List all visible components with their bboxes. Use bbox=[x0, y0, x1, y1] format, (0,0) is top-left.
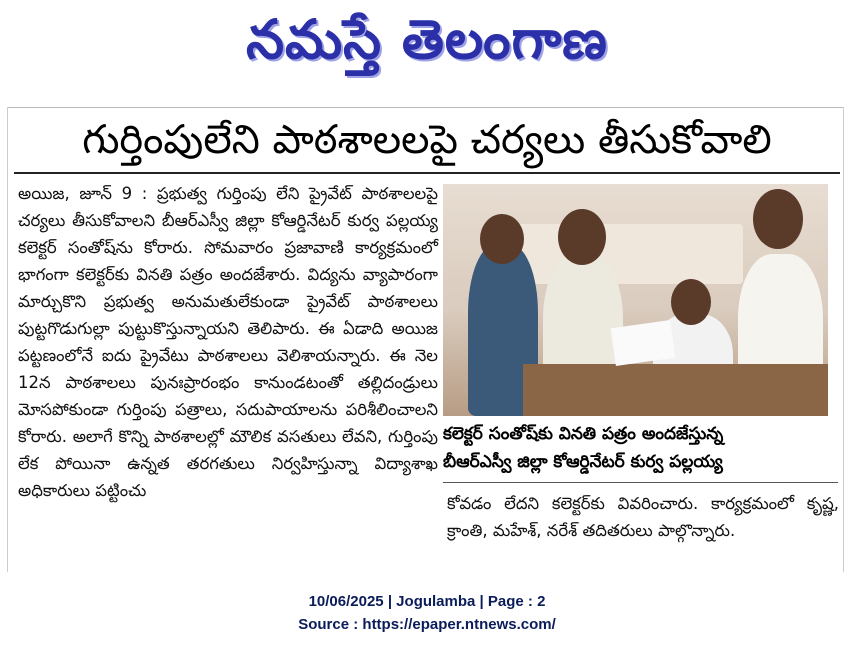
photo-head-collector bbox=[671, 279, 711, 325]
article-body bbox=[18, 180, 438, 550]
article-headline: గుర్తింపులేని పాఠశాలలపై చర్యలు తీసుకోవాలి bbox=[82, 117, 772, 163]
article-photo bbox=[443, 184, 828, 416]
photo-head-petitioner bbox=[558, 209, 606, 265]
clipping-left-border bbox=[7, 107, 8, 572]
article-body-continued-text: కోవడం లేదని కలెక్టర్‌కు వివరించారు. కార్యక్రమంలో కృష్ణ, క్రాంతి, మహేశ్, నరేశ్ తదితరులు పాల్గొన్నారు. bbox=[447, 494, 839, 540]
headline-divider bbox=[14, 172, 840, 174]
photo-caption bbox=[443, 420, 828, 476]
edition-info: 10/06/2025 | Jogulamba | Page : 2 bbox=[308, 593, 546, 610]
article-body-continued bbox=[447, 490, 839, 550]
photo-table bbox=[523, 364, 828, 416]
photo-head-left bbox=[480, 214, 524, 264]
photo-head-right bbox=[753, 189, 803, 249]
clipping-right-border bbox=[843, 107, 844, 572]
article-body-text: అయిజ, జూన్ 9 : ప్రభుత్వ గుర్తింపు లేని ప్రైవేట్ పాఠశాలలపై చర్యలు తీసుకోవాలని బీఆర్ఎస్వీ జిల్లా కోఆర్డినేటర్ కుర్వ పల్లయ్య కలెక్టర్ సంతోష్‌ను కోరారు. సోమవారం ప్రజావాణి కార్యక్రమంలో భాగంగా కలెక్టర్‌కు వినతి పత్రం అందజేశారు. విద్యను వ్యాపారంగా మార్చుకొని ప్రభుత్వ అనుమతులేకుండా ప్రైవేట్ పాఠశాలలు పుట్టగొడుగుల్లా పుట్టుకొస్తున్నాయని తెలిపారు. ఈ ఏడాది అయిజ పట్టణంలోనే ఐదు ప్రైవేటు పాఠశాలలు వెలిశాయన్నారు. ఈ నెల 12న పాఠశాలలు పునఃప్రారంభం కానుండటంతో తల్లిదండ్రులు మోసపోకుండా గుర్తింపు పత్రాలు, సదుపాయాలను పరిశీలించాలని కోరారు. అలాగే కొన్ని పాఠశాలల్లో మౌలిక వసతులు లేవని, గుర్తింపు లేక పోయినా ఉన్నత తరగతులు నిర్వహిస్తున్నా విద్యాశాఖ అధికారులు పట్టించు bbox=[18, 184, 438, 500]
caption-line-1: కలెక్టర్ సంతోష్‌కు వినతి పత్రం అందజేస్తున్న bbox=[443, 424, 724, 444]
caption-divider bbox=[443, 482, 838, 483]
caption-line-2: బీఆర్ఎస్వీ జిల్లా కోఆర్డినేటర్ కుర్వ పల్లయ్య bbox=[443, 452, 723, 472]
newspaper-masthead: నమస్తే తెలంగాణ bbox=[246, 8, 608, 71]
source-link[interactable]: Source : https://epaper.ntnews.com/ bbox=[298, 616, 556, 633]
photo-wall-sign bbox=[513, 224, 743, 284]
